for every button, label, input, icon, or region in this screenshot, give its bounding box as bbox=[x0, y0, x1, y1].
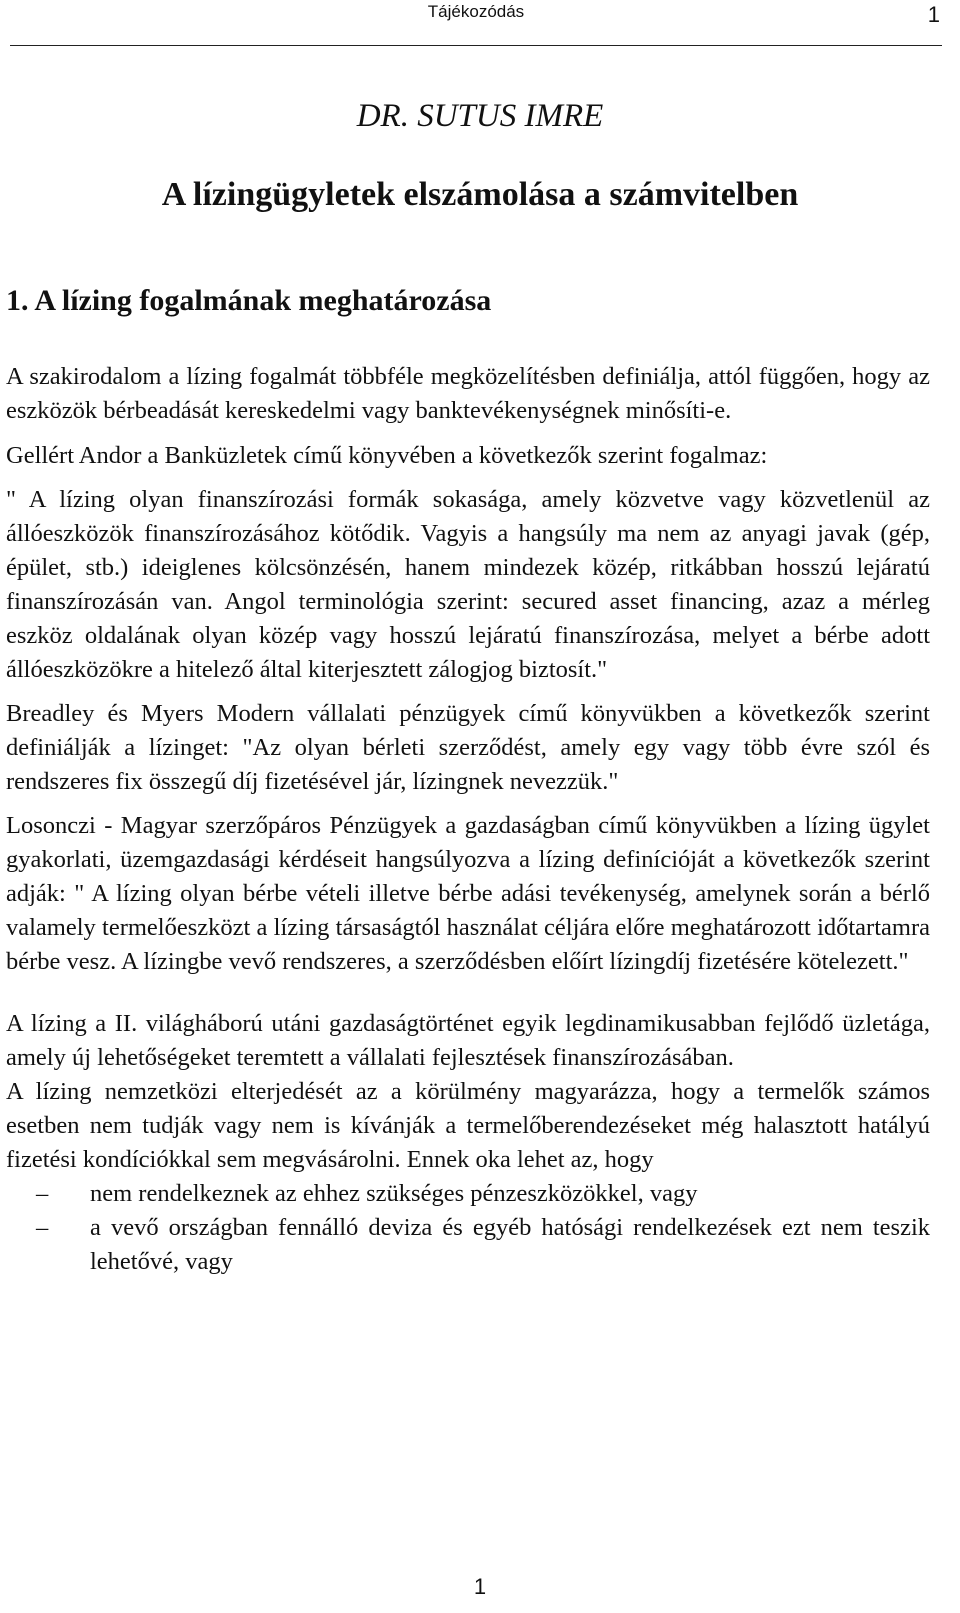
dash-bullet: – bbox=[36, 1214, 49, 1241]
paragraph: A lízing nemzetközi elterjedését az a körülmény magyarázza, hogy a termelők számos esetben nem tudják vagy nem is kívánják a termelőberendezéseket még halasztott hatályú fizetési kondíciókkal sem megvásárolni. Ennek oka lehet az, hogy bbox=[6, 1078, 930, 1173]
header-divider bbox=[10, 45, 942, 46]
quote-paragraph: Losonczi - Magyar szerzőpáros Pénzügyek a gazdaságban című könyvükben a lízing ügylet gyakorlati, üzemgazdasági kérdéseit hangsúlyozva a lízing definícióját a következők szerint adják: " A lízing olyan bérbe vételi illetve bérbe adási tevékenység, amelynek során a bérlő valamely termelőeszközt a lízing társaságtól használat céljára előre meghatározott időtartamra bérbe vesz. A lízingbe vevő rendszeres, a szerződésben előírt lízingdíj fizetésére kötelezett." bbox=[6, 812, 930, 975]
author-name: DR. SUTUS IMRE bbox=[356, 98, 604, 134]
document-title: A lízingügyletek elszámolása a számvitelben bbox=[161, 176, 799, 213]
paragraph: A lízing a II. világháború utáni gazdaságtörténet egyik legdinamikusabban fejlődő üzletága, amely új lehetőségeket teremtett a vállalati fejlesztések finanszírozásában. bbox=[6, 1010, 930, 1071]
section-heading: 1. A lízing fogalmának meghatározása bbox=[6, 284, 492, 317]
list-item-text: a vevő országban fennálló deviza és egyéb hatósági rendelkezések ezt nem teszik lehetővé, vagy bbox=[90, 1214, 930, 1275]
quote-paragraph: " A lízing olyan finanszírozási formák sokasága, amely közvetve vagy közvetlenül az állóeszközök finanszírozásához kötődik. Vagyis a hangsúly ma nem az anyagi javak (gép, épület, stb.) ideiglenes kölcsönzésén, hanem mindezek közép, ritkábban hosszú lejáratú finanszírozásán van. Angol terminológia szerint: secured asset financing, azaz a mérleg eszköz oldalának olyan közép vagy hosszú lejáratú finanszírozása, melyet a bérbe adott állóeszközökre a hitelező által kiterjesztett zálogjog biztosít." bbox=[6, 486, 930, 683]
list-item bbox=[6, 1177, 930, 1211]
list-item bbox=[6, 1211, 930, 1279]
footer-page-number: 1 bbox=[473, 1574, 487, 1599]
quote-paragraph: Breadley és Myers Modern vállalati pénzügyek című könyvükben a következők szerint definiálják a lízinget: "Az olyan bérleti szerződést, amely egy vagy több évre szól és rendszeres fix összegű díj fizetésével jár, lízingnek nevezzük." bbox=[6, 700, 930, 795]
running-title: Tájékozódás bbox=[427, 2, 525, 21]
running-header bbox=[10, 0, 942, 48]
list-item-text: nem rendelkeznek az ehhez szükséges pénzeszközökkel, vagy bbox=[90, 1180, 698, 1207]
paragraph: Gellért Andor a Banküzletek című könyvében a következők szerint fogalmaz: bbox=[6, 442, 768, 469]
dash-list bbox=[6, 1177, 930, 1279]
header-page-number: 1 bbox=[927, 2, 940, 27]
dash-bullet: – bbox=[36, 1180, 49, 1207]
paragraph: A szakirodalom a lízing fogalmát többféle megközelítésben definiálja, attól függően, hogy az eszközök bérbeadását kereskedelmi vagy banktevékenységnek minősíti-e. bbox=[6, 363, 930, 424]
body-text bbox=[6, 360, 930, 1279]
